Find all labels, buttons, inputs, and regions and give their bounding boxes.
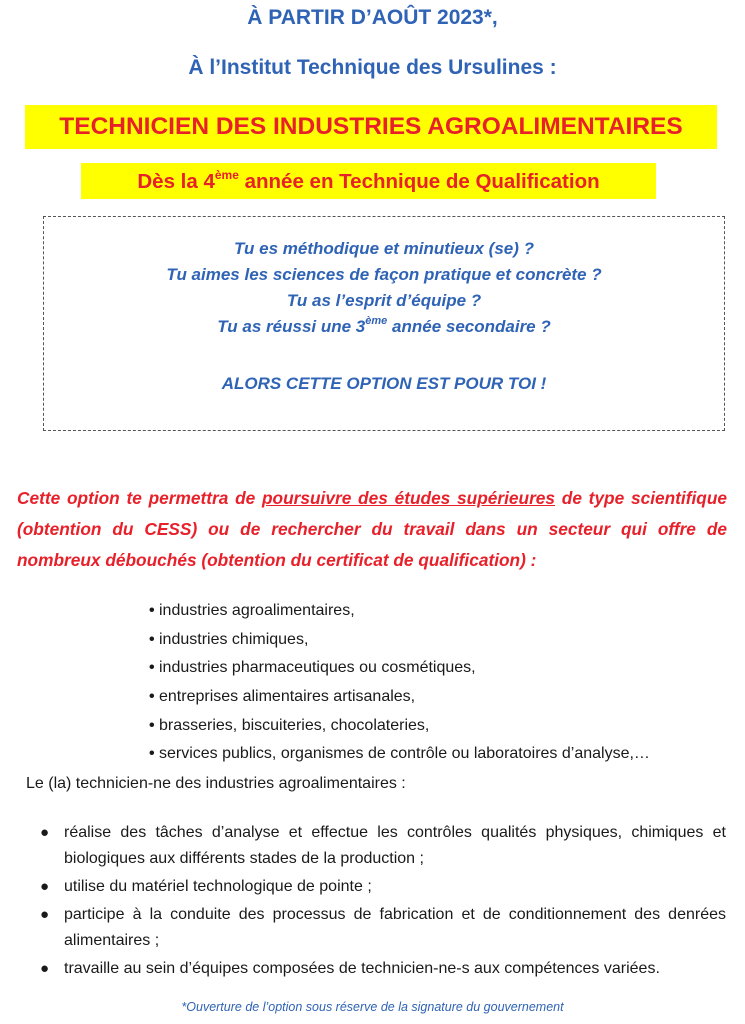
sector-label: services publics, organismes de contrôle ou laboratoires d’analyse,… bbox=[159, 745, 650, 763]
role-text: réalise des tâches d’analyse et effectue les contrôles qualités physiques, chimiques et biologiques aux différents stades de la production ; bbox=[64, 824, 726, 867]
question-4-suffix: année secondaire ? bbox=[387, 317, 551, 336]
question-1: Tu es méthodique et minutieux (se) ? bbox=[233, 239, 535, 258]
sector-label: entreprises alimentaires artisanales, bbox=[159, 688, 416, 706]
sector-label: industries pharmaceutiques ou cosmétiques, bbox=[159, 659, 476, 677]
list-item bbox=[149, 684, 650, 713]
sector-label: industries chimiques, bbox=[159, 630, 309, 648]
main-title-highlight: TECHNICIEN DES INDUSTRIES AGROALIMENTAIRES bbox=[25, 105, 717, 149]
subtitle-prefix: Dès la 4 bbox=[137, 170, 215, 193]
sector-label: brasseries, biscuiteries, chocolateries, bbox=[159, 716, 430, 734]
bullet-dot-icon: • bbox=[149, 630, 155, 648]
bullet-icon: ● bbox=[40, 960, 50, 977]
bullet-icon: ● bbox=[40, 906, 50, 923]
header-date-line: À PARTIR D’AOÛT 2023*, bbox=[247, 6, 498, 29]
question-3: Tu as l’esprit d’équipe ? bbox=[286, 291, 482, 310]
paragraph-part-2: de type scientifique (obtention du CESS) ou de rechercher du travail dans un secteur qui offre de nombreux débouchés (obtention du certificat de qualification) : bbox=[17, 488, 727, 570]
bullet-dot-icon: • bbox=[149, 688, 155, 706]
option-paragraph bbox=[17, 483, 727, 576]
header-school-line: À l’Institut Technique des Ursulines : bbox=[188, 56, 557, 79]
bullet-icon: ● bbox=[40, 824, 50, 841]
list-item bbox=[149, 598, 650, 627]
sectors-list bbox=[149, 598, 650, 770]
footnote: *Ouverture de l’option sous réserve de la signature du gouvernement bbox=[181, 1000, 564, 1014]
question-4-superscript: ème bbox=[365, 315, 388, 327]
list-item bbox=[149, 655, 650, 684]
subtitle-superscript: ème bbox=[214, 168, 239, 182]
paragraph-underlined: poursuivre des études supérieures bbox=[262, 488, 556, 508]
questions-box bbox=[43, 216, 725, 431]
bullet-dot-icon: • bbox=[149, 602, 155, 619]
list-item bbox=[149, 627, 650, 656]
list-item bbox=[149, 713, 650, 742]
conclusion-line: ALORS CETTE OPTION EST POUR TOI ! bbox=[221, 374, 547, 393]
role-text: participe à la conduite des processus de fabrication et de conditionnement des denrées alimentaires ; bbox=[64, 906, 726, 949]
subtitle-highlight bbox=[81, 163, 656, 199]
sector-label: industries agroalimentaires, bbox=[159, 602, 355, 619]
bullet-dot-icon: • bbox=[149, 745, 155, 763]
subtitle-suffix: année en Technique de Qualification bbox=[238, 170, 600, 193]
bullet-icon: ● bbox=[40, 878, 50, 895]
bullet-dot-icon: • bbox=[149, 716, 155, 734]
role-intro: Le (la) technicien-ne des industries agroalimentaires : bbox=[26, 775, 406, 792]
question-4 bbox=[44, 317, 724, 337]
question-2: Tu aimes les sciences de façon pratique et concrète ? bbox=[166, 265, 602, 284]
bullet-dot-icon: • bbox=[149, 659, 155, 677]
paragraph-part-1: Cette option te permettra de bbox=[17, 488, 262, 508]
question-4-prefix: Tu as réussi une 3 bbox=[217, 317, 366, 336]
list-item bbox=[149, 741, 650, 770]
role-text: utilise du matériel technologique de pointe ; bbox=[64, 878, 372, 895]
role-text: travaille au sein d’équipes composées de technicien-ne-s aux compétences variées. bbox=[64, 960, 660, 977]
